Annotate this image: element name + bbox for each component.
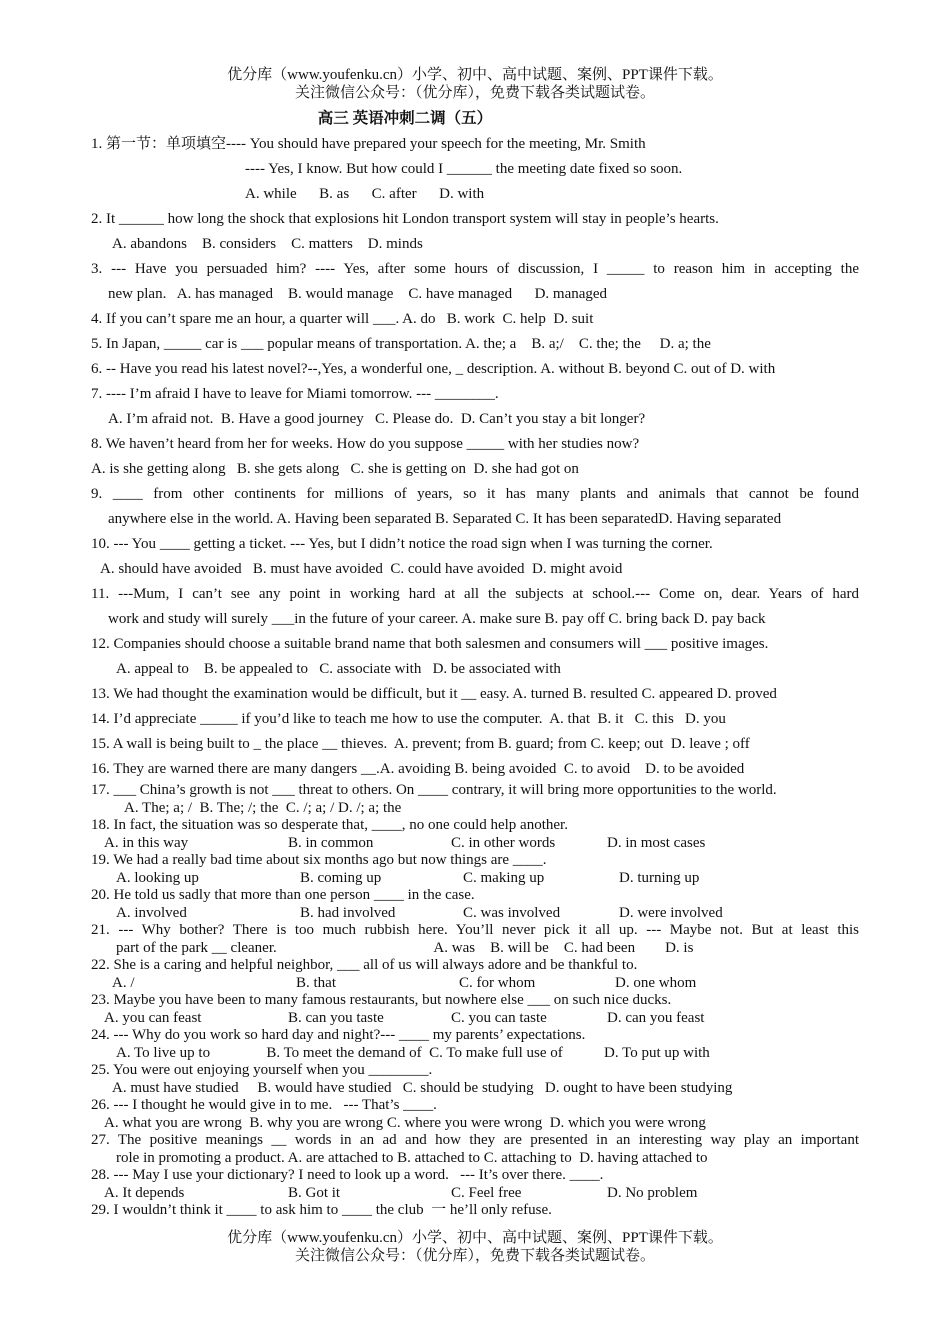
answer-option: C. you can taste (451, 1009, 547, 1026)
question-stem: 4. If you can’t spare me an hour, a quarter will ___. A. do B. work C. help D. suit (91, 311, 594, 327)
question (91, 632, 859, 682)
answer-option: B. coming up (300, 869, 382, 886)
question-stem: 18. In fact, the situation was so desperate that, ____, no one could help another. (91, 817, 568, 833)
question-line: A. while B. as C. after D. with (245, 186, 485, 202)
answer-option: A. / (112, 974, 135, 991)
questions-section-2 (91, 782, 859, 1220)
question-stem: 11. ---Mum, I can’t see any point in working hard at all the subjects at school.--- Come on, dear. Years of hard (91, 586, 859, 602)
question-stem: 27. The positive meanings __ words in an ad and how they are presented in an interesting way play an important (91, 1132, 859, 1148)
answer-option: D. turning up (619, 869, 700, 886)
question-stem: 29. I wouldn’t think it ____ to ask him to ____ the club 一 he’ll only refuse. (91, 1202, 552, 1218)
question (91, 332, 859, 357)
answer-options (91, 905, 859, 923)
page-footer (0, 1229, 950, 1265)
question (91, 707, 859, 732)
question (91, 532, 859, 582)
answer-option: C. for whom (459, 974, 536, 991)
question-line: part of the park __ cleaner. A. was B. will be C. had been D. is (116, 939, 694, 956)
question-stem: 10. --- You ____ getting a ticket. --- Yes, but I didn’t notice the road sign when I was turning the corner. (91, 536, 713, 552)
answer-option: C. making up (463, 869, 545, 886)
question (91, 482, 859, 532)
question (91, 1202, 859, 1220)
question-list (91, 132, 859, 1220)
question (91, 682, 859, 707)
question-stem: 16. They are warned there are many dangers __.A. avoiding B. being avoided C. to avoid D. to be avoided (91, 761, 745, 777)
question (91, 887, 859, 922)
question-stem: 12. Companies should choose a suitable brand name that both salesmen and consumers will ___ positive images. (91, 636, 769, 652)
question-line: role in promoting a product. A. are attached to B. attached to C. attaching to D. having attached to (116, 1149, 708, 1166)
question (91, 922, 859, 957)
answer-option: B. had involved (300, 904, 396, 921)
answer-option: B. that (296, 974, 336, 991)
answer-options (91, 1185, 859, 1203)
question-stem: 26. --- I thought he would give in to me. --- That’s ____. (91, 1097, 437, 1113)
question-line: new plan. A. has managed B. would manage C. have managed D. managed (108, 286, 608, 302)
question-stem: 9. ____ from other continents for millions of years, so it has many plants and animals that cannot be found (91, 486, 859, 502)
answer-option: B. Got it (288, 1184, 341, 1201)
question-stem: 14. I’d appreciate _____ if you’d like to teach me how to use the computer. A. that B. it C. this D. you (91, 711, 726, 727)
answer-options (91, 975, 859, 993)
question (91, 817, 859, 852)
question-stem: 6. -- Have you read his latest novel?--,Yes, a wonderful one, _ description. A. without B. beyond C. out of D. with (91, 361, 776, 377)
answer-option: A. in this way (104, 834, 189, 851)
question-line: A. must have studied B. would have studied C. should be studying D. ought to have been studying (112, 1079, 733, 1096)
answer-option: B. in common (288, 834, 374, 851)
answer-options (91, 870, 859, 888)
answer-option: D. one whom (615, 974, 697, 991)
question (91, 357, 859, 382)
question-stem: 21. --- Why bother? There is too much rubbish here. You’ll never pick it all up. --- Maybe not. But at least this (91, 922, 859, 938)
question (91, 1167, 859, 1202)
header-line-1: 优分库（www.youfenku.cn）小学、初中、高中试题、案例、PPT课件下载。 (227, 67, 723, 83)
question-stem: 5. In Japan, _____ car is ___ popular means of transportation. A. the; a B. a;/ C. the; the D. a; the (91, 336, 711, 352)
question (91, 207, 859, 257)
question-line: A. To live up to B. To meet the demand of C. To make full use of D. To put up with (116, 1044, 710, 1061)
answer-option: D. No problem (607, 1184, 698, 1201)
question-line: A. abandons B. considers C. matters D. minds (112, 236, 423, 252)
answer-option: A. looking up (116, 869, 199, 886)
question-line: A. is she getting along B. she gets along C. she is getting on D. she had got on (91, 461, 579, 477)
question-line: A. should have avoided B. must have avoided C. could have avoided D. might avoid (100, 561, 623, 577)
question (91, 732, 859, 757)
question-stem: 23. Maybe you have been to many famous restaurants, but nowhere else ___ on such nice ducks. (91, 992, 672, 1008)
question (91, 757, 859, 782)
answer-option: D. were involved (619, 904, 723, 921)
question (91, 782, 859, 817)
question-stem: 28. --- May I use your dictionary? I need to look up a word. --- It’s over there. ____. (91, 1167, 604, 1183)
question-line: A. what you are wrong B. why you are wrong C. where you were wrong D. which you were wrong (104, 1114, 706, 1131)
question-line: anywhere else in the world. A. Having been separated B. Separated C. It has been separatedD. Having separated (108, 511, 782, 527)
question-line: work and study will surely ___in the future of your career. A. make sure B. pay off C. bring back D. pay back (108, 611, 766, 627)
question (91, 382, 859, 432)
question-line: A. appeal to B. be appealed to C. associate with D. be associated with (116, 661, 561, 677)
question-stem: 2. It ______ how long the shock that explosions hit London transport system will stay in people’s hearts. (91, 211, 719, 227)
question-stem: 13. We had thought the examination would be difficult, but it __ easy. A. turned B. resulted C. appeared D. proved (91, 686, 777, 702)
question-stem: 24. --- Why do you work so hard day and night?--- ____ my parents’ expectations. (91, 1027, 586, 1043)
question-stem: 8. We haven’t heard from her for weeks. How do you suppose _____ with her studies now? (91, 436, 640, 452)
question-stem: 7. ---- I’m afraid I have to leave for Miami tomorrow. --- ________. (91, 386, 499, 402)
answer-option: D. in most cases (607, 834, 706, 851)
question (91, 1132, 859, 1167)
question-stem: 1. 第一节：单项填空---- You should have prepared your speech for the meeting, Mr. Smith (91, 136, 646, 152)
question (91, 582, 859, 632)
answer-option: C. was involved (463, 904, 561, 921)
answer-option: A. involved (116, 904, 187, 921)
answer-option: C. Feel free (451, 1184, 522, 1201)
question-stem: 22. She is a caring and helpful neighbor, ___ all of us will always adore and be thankful to. (91, 957, 638, 973)
question (91, 992, 859, 1027)
question (91, 432, 859, 482)
page-header (0, 66, 950, 102)
answer-option: A. It depends (104, 1184, 185, 1201)
question-stem: 17. ___ China’s growth is not ___ threat to others. On ____ contrary, it will bring more opportunities to the world. (91, 782, 777, 798)
question-stem: 20. He told us sadly that more than one person ____ in the case. (91, 887, 475, 903)
question-line: A. I’m afraid not. B. Have a good journey C. Please do. D. Can’t you stay a bit longer? (108, 411, 646, 427)
questions-section-1 (91, 132, 859, 782)
footer-line-1: 优分库（www.youfenku.cn）小学、初中、高中试题、案例、PPT课件下载。 (227, 1230, 723, 1246)
question (91, 957, 859, 992)
page-title: 高三 英语冲刺二调（五） (317, 110, 493, 127)
answer-options (91, 835, 859, 853)
question-stem: 3. --- Have you persuaded him? ---- Yes, after some hours of discussion, I _____ to reason him in accepting the (91, 261, 859, 277)
answer-option: B. can you taste (288, 1009, 384, 1026)
question-line: A. The; a; / B. The; /; the C. /; a; / D. /; a; the (124, 799, 402, 816)
question (91, 1027, 859, 1062)
question-stem: 25. You were out enjoying yourself when you ________. (91, 1062, 433, 1078)
footer-line-2: 关注微信公众号：（优分库），免费下载各类试题试卷。 (294, 1248, 655, 1264)
question (91, 132, 859, 207)
answer-options (91, 1010, 859, 1028)
question-stem: 15. A wall is being built to _ the place __ thieves. A. prevent; from B. guard; from C. keep; out D. leave ; off (91, 736, 750, 752)
question (91, 852, 859, 887)
question (91, 257, 859, 307)
answer-option: D. can you feast (607, 1009, 705, 1026)
answer-option: C. in other words (451, 834, 556, 851)
question-stem: 19. We had a really bad time about six months ago but now things are ____. (91, 852, 547, 868)
answer-option: A. you can feast (104, 1009, 202, 1026)
question (91, 307, 859, 332)
question (91, 1062, 859, 1097)
question (91, 1097, 859, 1132)
question-line: ---- Yes, I know. But how could I ______ the meeting date fixed so soon. (245, 161, 683, 177)
header-line-2: 关注微信公众号：（优分库），免费下载各类试题试卷。 (294, 85, 655, 101)
